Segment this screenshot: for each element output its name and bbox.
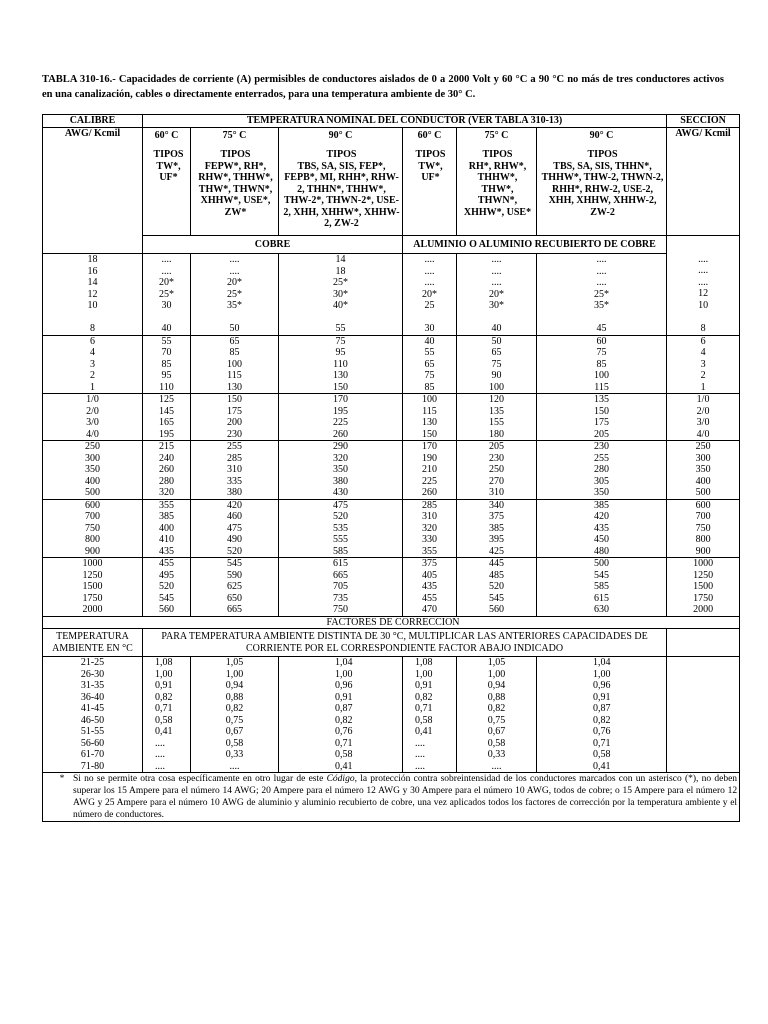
factor-row	[43, 680, 740, 692]
factor-cell-al-60: 0,58	[403, 715, 457, 727]
data-group-row	[43, 499, 740, 558]
factor-cell-al-90: 0,41	[537, 761, 667, 773]
factor-cell-seccion	[667, 657, 740, 669]
cell-calibre: 600 700 750 800 900	[43, 499, 143, 558]
factor-row	[43, 692, 740, 704]
factor-cell-cu-75: 0,82	[191, 703, 279, 715]
factor-cell-seccion	[667, 703, 740, 715]
cell-cu-60: 215 240 260 280 320	[143, 441, 191, 500]
awg-kcmil-left: AWG/ Kcmil	[43, 127, 143, 254]
factor-cell-al-75: 0,58	[457, 738, 537, 750]
factor-cell-al-75: 0,88	[457, 692, 537, 704]
factor-cell-al-75: 0,94	[457, 680, 537, 692]
types-75-cu: TIPOS FEPW*, RH*, RHW*, THHW*, THW*, THWN*, XHHW*, USE*, ZW*	[191, 145, 279, 235]
factor-cell-al-75: 1,00	[457, 669, 537, 681]
factor-cell-seccion	[667, 680, 740, 692]
types-90-cu: TIPOS TBS, SA, SIS, FEP*, FEPB*, MI, RHH*, RHW-2, THHN*, THHW*, THW-2*, THWN-2*, USE-2, XHH, XHHW*, XHHW-2, ZW-2	[279, 145, 403, 235]
footnote-text	[73, 773, 737, 821]
calibre-header: CALIBRE	[43, 115, 143, 128]
cell-seccion: 1000 1250 1500 1750 2000	[667, 558, 740, 617]
cell-calibre: 1/0 2/0 3/0 4/0	[43, 394, 143, 441]
factor-cell-al-60: ....	[403, 761, 457, 773]
factor-cell-al-75: 0,75	[457, 715, 537, 727]
cell-calibre: 6 4 3 2 1	[43, 335, 143, 394]
factor-cell-cu-75: 0,75	[191, 715, 279, 727]
factor-cell-al-60: 0,91	[403, 680, 457, 692]
factor-cell-cu-75: 1,00	[191, 669, 279, 681]
table-body	[43, 115, 740, 822]
factor-cell-cu-60: 1,00	[143, 669, 191, 681]
factor-cell-al-90: 0,71	[537, 738, 667, 750]
factor-cell-cu-75: 0,67	[191, 726, 279, 738]
cell-cu-75: 65 85 100 115 130	[191, 335, 279, 394]
factor-cell-cu-75: 0,58	[191, 738, 279, 750]
ampacity-table	[42, 114, 740, 822]
cell-cu-90: 75 95 110 130 150	[279, 335, 403, 394]
factor-cell-cu-60: ....	[143, 761, 191, 773]
factor-cell-cu-90: 0,82	[279, 715, 403, 727]
cell-al-60: 375 405 435 455 470	[403, 558, 457, 617]
types-60-al: TIPOS TW*, UF*	[403, 145, 457, 235]
factor-cell-calibre: 26-30	[43, 669, 143, 681]
factors-title: FACTORES DE CORRECCION	[43, 616, 740, 629]
factor-cell-cu-90: 0,41	[279, 761, 403, 773]
factor-cell-al-90: 0,87	[537, 703, 667, 715]
cell-cu-90: 615 665 705 735 750	[279, 558, 403, 617]
cell-al-75: 205 230 250 270 310	[457, 441, 537, 500]
cell-seccion: 6 4 3 2 1	[667, 335, 740, 394]
factor-cell-cu-60: 0,58	[143, 715, 191, 727]
factor-cell-calibre: 31-35	[43, 680, 143, 692]
types-90-al: TIPOS TBS, SA, SIS, THHN*, THHW*, THW-2, THWN-2, RHH*, RHW-2, USE-2, XHH, XHHW, XHHW-2, ZW-2	[537, 145, 667, 235]
cell-al-90: 385 420 435 450 480	[537, 499, 667, 558]
cell-al-90: 60 75 85 100 115	[537, 335, 667, 394]
factor-cell-cu-60: 0,41	[143, 726, 191, 738]
factor-cell-cu-60: 0,91	[143, 680, 191, 692]
factor-cell-calibre: 41-45	[43, 703, 143, 715]
footnote-text-before: Si no se permite otra cosa específicamente en otro lugar de este	[73, 774, 327, 784]
factor-cell-seccion	[667, 715, 740, 727]
temp-75-al: 75° C	[457, 127, 537, 145]
factor-row	[43, 657, 740, 669]
cell-al-60: 40 55 65 75 85	[403, 335, 457, 394]
factor-cell-cu-75: 1,05	[191, 657, 279, 669]
data-group-row	[43, 335, 740, 394]
factor-cell-seccion	[667, 692, 740, 704]
cell-cu-75: 545 590 625 650 665	[191, 558, 279, 617]
data-group-row	[43, 441, 740, 500]
factor-cell-seccion	[667, 669, 740, 681]
types-60-cu: TIPOS TW*, UF*	[143, 145, 191, 235]
temp-90-al: 90° C	[537, 127, 667, 145]
factor-cell-al-90: 1,04	[537, 657, 667, 669]
factor-cell-seccion	[667, 738, 740, 750]
cell-al-90: 500 545 585 615 630	[537, 558, 667, 617]
factor-row	[43, 761, 740, 773]
factor-cell-al-60: 0,71	[403, 703, 457, 715]
factor-cell-calibre: 36-40	[43, 692, 143, 704]
factor-cell-calibre: 61-70	[43, 749, 143, 761]
cell-seccion: .... .... .... 12 10 8	[667, 254, 740, 336]
factors-header-row	[43, 629, 740, 657]
temp-nominal-header: TEMPERATURA NOMINAL DEL CONDUCTOR (VER TABLA 310-13)	[143, 115, 667, 128]
factor-cell-cu-60: ....	[143, 749, 191, 761]
factor-row	[43, 715, 740, 727]
factor-cell-al-60: ....	[403, 749, 457, 761]
temp-60-al: 60° C	[403, 127, 457, 145]
cell-calibre: 1000 1250 1500 1750 2000	[43, 558, 143, 617]
cell-al-75: 120 135 155 180	[457, 394, 537, 441]
seccion-header: SECCION	[667, 115, 740, 128]
seccion-spacer	[667, 235, 740, 254]
cell-al-60: 100 115 130 150	[403, 394, 457, 441]
footnote-cell	[43, 773, 740, 822]
factor-cell-calibre: 46-50	[43, 715, 143, 727]
factor-cell-cu-90: 0,96	[279, 680, 403, 692]
factor-cell-al-75: 1,05	[457, 657, 537, 669]
factor-cell-calibre: 51-55	[43, 726, 143, 738]
factor-cell-cu-75: ....	[191, 761, 279, 773]
data-group-row	[43, 254, 740, 336]
factors-title-row	[43, 616, 740, 629]
factor-cell-al-90: 0,76	[537, 726, 667, 738]
cell-calibre: 18 16 14 12 10 8	[43, 254, 143, 336]
factor-cell-al-75: 0,82	[457, 703, 537, 715]
factor-cell-al-90: 0,82	[537, 715, 667, 727]
factor-cell-seccion	[667, 726, 740, 738]
factor-cell-calibre: 56-60	[43, 738, 143, 750]
cell-cu-75: 150 175 200 230	[191, 394, 279, 441]
factor-cell-cu-75: 0,33	[191, 749, 279, 761]
cell-al-60: .... .... .... 20* 25 30	[403, 254, 457, 336]
types-75-al: TIPOS RH*, RHW*, THHW*, THW*, THWN*, XHHW*, USE*	[457, 145, 537, 235]
factor-cell-cu-90: 0,87	[279, 703, 403, 715]
factor-cell-al-60: 0,82	[403, 692, 457, 704]
factor-row	[43, 749, 740, 761]
cell-al-75: .... .... .... 20* 30* 40	[457, 254, 537, 336]
data-group-row	[43, 394, 740, 441]
factor-cell-cu-75: 0,88	[191, 692, 279, 704]
cell-al-75: 445 485 520 545 560	[457, 558, 537, 617]
aluminio-header: ALUMINIO O ALUMINIO RECUBIERTO DE COBRE	[403, 235, 667, 254]
factor-cell-cu-75: 0,94	[191, 680, 279, 692]
factor-row	[43, 703, 740, 715]
cell-cu-75: 255 285 310 335 380	[191, 441, 279, 500]
cell-cu-90: 290 320 350 380 430	[279, 441, 403, 500]
cell-cu-60: .... .... 20* 25* 30 40	[143, 254, 191, 336]
temp-ambient-label: TEMPERATURA AMBIENTE EN °C	[43, 629, 143, 657]
factor-cell-al-90: 0,58	[537, 749, 667, 761]
cobre-header: COBRE	[143, 235, 403, 254]
factor-cell-cu-90: 0,71	[279, 738, 403, 750]
table-caption: TABLA 310-16.- Capacidades de corriente (A) permisibles de conductores aislados de 0 a 2000 Volt y 60 °C a 90 °C no más de tres conductores activos en una canalización, cables o directamente enterrados, para una temperatura ambiente de 30° C.	[42, 74, 724, 100]
factor-cell-al-60: 1,08	[403, 657, 457, 669]
cell-cu-90: 170 195 225 260	[279, 394, 403, 441]
factor-cell-cu-90: 0,76	[279, 726, 403, 738]
cell-seccion: 1/0 2/0 3/0 4/0	[667, 394, 740, 441]
factor-cell-cu-90: 0,91	[279, 692, 403, 704]
cell-cu-60: 55 70 85 95 110	[143, 335, 191, 394]
factor-cell-al-90: 1,00	[537, 669, 667, 681]
temp-60-cu: 60° C	[143, 127, 191, 145]
factor-cell-al-60: ....	[403, 738, 457, 750]
data-group-row	[43, 558, 740, 617]
temp-90-cu: 90° C	[279, 127, 403, 145]
factors-spacer	[667, 629, 740, 657]
cell-al-90: 230 255 280 305 350	[537, 441, 667, 500]
cell-seccion: 600 700 750 800 900	[667, 499, 740, 558]
cell-calibre: 250 300 350 400 500	[43, 441, 143, 500]
factor-cell-cu-60: 0,82	[143, 692, 191, 704]
cell-al-60: 170 190 210 225 260	[403, 441, 457, 500]
factor-cell-al-75: 0,33	[457, 749, 537, 761]
factor-cell-cu-60: 0,71	[143, 703, 191, 715]
footnote-row	[43, 773, 740, 822]
footnote-text-after: , la protección contra sobreintensidad de los conductores marcados con un asterisco (*), no deben superar los 15 Ampere para el número 14 AWG; 20 Ampere para el número 12 AWG y 30 Ampere para el número 10 AWG, todos de cobre; o 15 Ampere para el número 12 AWG y 25 Ampere para el número 10 AWG de aluminio y aluminio recubierto de cobre, una vez aplicados todos los factores de corrección por la temperatura ambiente y el número de conductores.	[73, 774, 738, 820]
cell-cu-90: 14 18 25* 30* 40* 55	[279, 254, 403, 336]
factor-cell-cu-90: 1,00	[279, 669, 403, 681]
factor-cell-cu-90: 1,04	[279, 657, 403, 669]
factor-cell-al-60: 0,41	[403, 726, 457, 738]
factor-cell-seccion	[667, 749, 740, 761]
factors-instruction: PARA TEMPERATURA AMBIENTE DISTINTA DE 30 °C, MULTIPLICAR LAS ANTERIORES CAPACIDADES DE CORRIENTE POR EL CORRESPONDIENTE FACTOR ABAJO INDICADO	[143, 629, 667, 657]
factor-row	[43, 726, 740, 738]
factor-cell-calibre: 21-25	[43, 657, 143, 669]
cell-al-60: 285 310 320 330 355	[403, 499, 457, 558]
cell-al-90: 135 150 175 205	[537, 394, 667, 441]
factor-cell-seccion	[667, 761, 740, 773]
cell-cu-60: 125 145 165 195	[143, 394, 191, 441]
factor-cell-calibre: 71-80	[43, 761, 143, 773]
factor-cell-cu-90: 0,58	[279, 749, 403, 761]
factor-cell-al-90: 0,96	[537, 680, 667, 692]
footnote-code-word: Código	[326, 774, 355, 784]
cell-cu-90: 475 520 535 555 585	[279, 499, 403, 558]
temp-75-cu: 75° C	[191, 127, 279, 145]
cell-al-75: 50 65 75 90 100	[457, 335, 537, 394]
cell-al-90: .... .... .... 25* 35* 45	[537, 254, 667, 336]
factor-cell-al-90: 0,91	[537, 692, 667, 704]
cell-seccion: 250 300 350 400 500	[667, 441, 740, 500]
awg-kcmil-right: AWG/ Kcmil	[667, 127, 740, 235]
factor-row	[43, 738, 740, 750]
cell-cu-60: 355 385 400 410 435	[143, 499, 191, 558]
cell-cu-75: 420 460 475 490 520	[191, 499, 279, 558]
footnote-asterisk: *	[59, 774, 65, 784]
cell-al-75: 340 375 385 395 425	[457, 499, 537, 558]
factor-cell-al-60: 1,00	[403, 669, 457, 681]
factor-cell-al-75: ....	[457, 761, 537, 773]
factor-cell-cu-60: 1,08	[143, 657, 191, 669]
factor-cell-al-75: 0,67	[457, 726, 537, 738]
cell-cu-60: 455 495 520 545 560	[143, 558, 191, 617]
factor-cell-cu-60: ....	[143, 738, 191, 750]
cell-cu-75: .... .... 20* 25* 35* 50	[191, 254, 279, 336]
factor-row	[43, 669, 740, 681]
